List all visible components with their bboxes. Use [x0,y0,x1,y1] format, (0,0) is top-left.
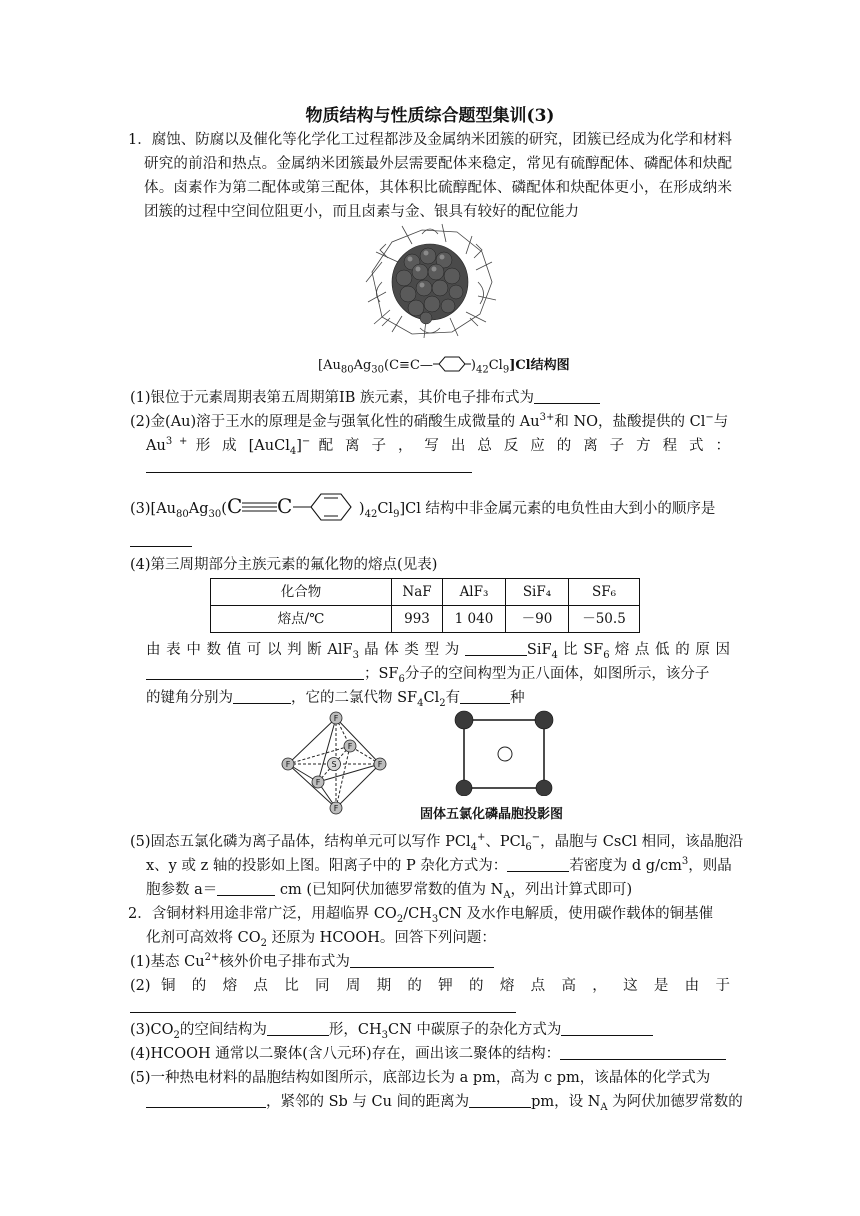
atom-label-f: F [333,714,339,723]
sup: − [531,832,541,844]
table-cell: SiF₄ [506,579,569,606]
phenylethynyl-icon [227,492,359,522]
q1-intro [128,128,732,224]
answer-blank[interactable] [146,663,364,680]
q1-part1 [130,386,730,410]
table-cell: －90 [506,606,569,633]
sub: 3 [352,649,359,661]
pcl5-caption: 固体五氯化磷晶胞投影图 [420,807,564,822]
text: ；SF [364,666,399,682]
text: 与 [713,414,729,430]
sub: 6 [398,673,405,685]
sub: 4 [470,841,478,853]
caption-sub: 30 [371,364,385,376]
text: 种 [510,690,525,706]
text: SiF [526,642,552,658]
table-cell: NaF [392,579,443,606]
text: 为阿伏加德罗常数的 [607,1094,743,1110]
text: (4)HCOOH 通常以二聚体(含八元环)存在，画出该二聚体的结构： [130,1046,561,1062]
q1-part2-line2 [146,434,730,458]
text: 配 离 子 ， 写 出 总 反 应 的 离 子 方 程 式 ： [318,438,731,454]
sub: 9 [393,508,400,520]
text: ) [358,501,365,517]
text: CN 中碳原子的杂化方式为 [388,1022,562,1038]
sub: 3 [431,913,439,925]
q1-part4-question-line2 [146,662,746,686]
sub: 2 [396,913,404,925]
text: 形 成 [AuCl [195,438,290,454]
q2-part1 [130,950,730,974]
text: 化剂可高效将 CO [146,930,261,946]
text: CN 及水作电解质，使用碳作载体的铜基催 [438,906,714,922]
q1-part2 [130,410,730,434]
q1-part5-line3 [146,878,746,902]
text: Au [146,438,166,454]
sup: + [477,832,486,844]
text: Ag [188,501,209,517]
sub: A [600,1101,608,1113]
sub: A [503,889,511,901]
caption-part: Cl [488,358,503,373]
q1-part4-question [146,638,730,662]
table-cell: 化合物 [211,579,392,606]
q2-part5-line2 [146,1090,746,1114]
benzene-ring-icon [433,356,471,372]
sup: 3+ [539,412,555,424]
nano-cluster-caption [318,356,570,375]
table-row [211,579,640,606]
atom-label-f: F [315,778,321,787]
answer-blank[interactable] [465,639,527,656]
q1-number: 1． [128,132,152,148]
table-cell: 993 [392,606,443,633]
text: 还原为 HCOOH。回答下列问题： [266,930,496,946]
text: 熔 点 低 的 原 因 [609,642,731,658]
atom-label-f: F [285,760,291,769]
table-cell: 1 040 [443,606,506,633]
q2-part2 [130,974,730,998]
answer-blank[interactable] [507,855,569,872]
svg-text:C: C [276,494,293,518]
table-cell: －50.5 [569,606,640,633]
text: (3)[Au [130,501,177,517]
text: ，列出计算式即可) [510,882,633,898]
text: 晶 体 类 型 为 [358,642,460,658]
text: 若密度为 d g/cm [569,858,682,874]
table-row [211,606,640,633]
sup: 3 [681,856,689,868]
text: 含铜材料用途非常广泛，用超临界 CO [151,906,397,922]
sub: 4 [289,445,297,457]
nano-cluster-figure [362,222,498,338]
q2-part3 [130,1018,730,1042]
answer-blank[interactable] [217,879,275,896]
text: ，则晶 [688,858,732,874]
q2-intro [128,902,728,926]
q1-part5 [130,830,744,854]
caption-sub: 9 [502,364,510,376]
text: 有 [445,690,461,706]
text: ]Cl 结构中非金属元素的电负性由大到小的顺序是 [399,501,716,517]
text: (3)CO [130,1022,174,1038]
sub: 3 [381,1029,389,1041]
atom-label-f: F [347,742,353,751]
answer-blank[interactable] [267,1019,329,1036]
text: 的键角分别为 [146,690,233,706]
q1-part1-text: (1)银位于元素周期表第五周期第IB 族元素，其价电子排布式为 [130,390,535,406]
answer-blank[interactable] [561,1019,653,1036]
text: Cl [377,501,394,517]
text: (5)一种热电材料的晶胞结构如图所示，底部边长为 a pm，高为 c pm，该晶体的化学式为 [130,1070,711,1086]
sub: 30 [208,508,222,520]
text: 比 SF [557,642,604,658]
text: 由 表 中 数 值 可 以 判 断 AlF [146,642,353,658]
sup: − [301,436,311,448]
atom-label-f: F [333,804,339,813]
q2-part4 [130,1042,730,1066]
text: 和 NO，盐酸提供的 Cl [554,414,706,430]
text: 形，CH [328,1022,382,1038]
text: (5)固态五氯化磷为离子晶体，结构单元可以写作 PCl [130,834,471,850]
q1-part3 [130,492,730,522]
text: 、PCl [485,834,526,850]
text: 分子的空间构型为正八面体，如图所示，该分子 [404,666,710,682]
answer-blank[interactable] [350,951,494,968]
sub: 2 [260,937,267,949]
answer-blank[interactable] [534,387,600,404]
text: ( [221,501,227,517]
q1-part4 [130,553,730,577]
table-cell: 熔点/℃ [211,606,392,633]
text: 的空间结构为 [179,1022,267,1038]
caption-part: ]Cl结构图 [509,358,570,373]
pcl5-cell-projection-figure [452,710,556,796]
caption-sub: 80 [340,364,354,376]
atom-label-f: F [377,760,383,769]
atom-label-s: S [331,760,337,769]
answer-blank[interactable] [469,1091,531,1108]
sub: 6 [603,649,610,661]
answer-blank[interactable] [560,1043,726,1060]
sup: 2+ [204,952,220,964]
caption-sub: 42 [475,364,489,376]
sub: 4 [551,649,558,661]
table-cell: SF₆ [569,579,640,606]
sub: 6 [525,841,532,853]
q2-part5 [130,1066,730,1090]
caption-part: ) [470,358,476,373]
fluoride-melting-table [210,578,640,633]
q1-intro-text: 腐蚀、防腐以及催化等化学化工过程都涉及金属纳米团簇的研究，团簇已经成为化学和材料研究的前沿和热点。金属纳米团簇最外层需要配体来稳定，常见有硫醇配体、磷配体和炔配体。卤素作为第二配体或第三配体，其体积比硫醇配体、磷配体和炔配体更小，在形成纳米团簇的过程中空间位阻更小，而且卤素与金、银具有较好的配位能力 [144,132,732,220]
sf6-octahedron-figure [278,708,390,818]
q2-intro-line2 [146,926,746,950]
sup: − [705,412,714,424]
text: (1)基态 Cu [130,954,205,970]
answer-blank[interactable] [146,1091,266,1108]
text: ，它的二氯代物 SF [291,690,418,706]
answer-blank[interactable] [130,530,192,547]
text: /CH [403,906,432,922]
text: (2)金(Au)溶于王水的原理是金与强氧化性的硝酸生成微量的 Au [130,414,540,430]
table-cell: AlF₃ [443,579,506,606]
page-title: 物质结构与性质综合题型集训(3) [305,106,555,126]
q1-part5-line2 [146,854,746,878]
answer-blank[interactable] [130,996,516,1013]
text: x、y 或 z 轴的投影如上图。阳离子中的 P 杂化方式为： [146,858,508,874]
text: cm (已知阿伏加德罗常数的值为 N [275,882,504,898]
text: pm，设 N [531,1094,601,1110]
text: (4)第三周期部分主族元素的氟化物的熔点(见表) [130,557,438,573]
sub: 2 [439,697,446,709]
q1-part4-question-line3 [146,686,746,710]
sup: 3 + [165,436,188,448]
svg-text:C: C [226,494,243,518]
sub: 42 [364,508,378,520]
caption-part: (C≡C— [384,358,433,373]
text: ，紧邻的 Sb 与 Cu 间的距离为 [266,1094,470,1110]
caption-part: [Au [318,358,341,373]
text: ，晶胞与 CsCl 相同，该晶胞沿 [540,834,744,850]
text: ] [296,438,302,454]
sub: 4 [417,697,424,709]
text: (2) 铜 的 熔 点 比 同 周 期 的 钾 的 熔 点 高 ， 这 是 由 于 [130,978,730,994]
answer-blank[interactable] [146,456,472,473]
caption-part: Ag [353,358,372,373]
sub: 2 [173,1029,180,1041]
text: 核外价电子排布式为 [219,954,350,970]
answer-blank[interactable] [460,687,510,704]
sub: 80 [176,508,189,520]
q2-number: 2． [128,906,152,922]
text: Cl [423,690,440,706]
answer-blank[interactable] [233,687,291,704]
text: 胞参数 a＝ [146,882,218,898]
